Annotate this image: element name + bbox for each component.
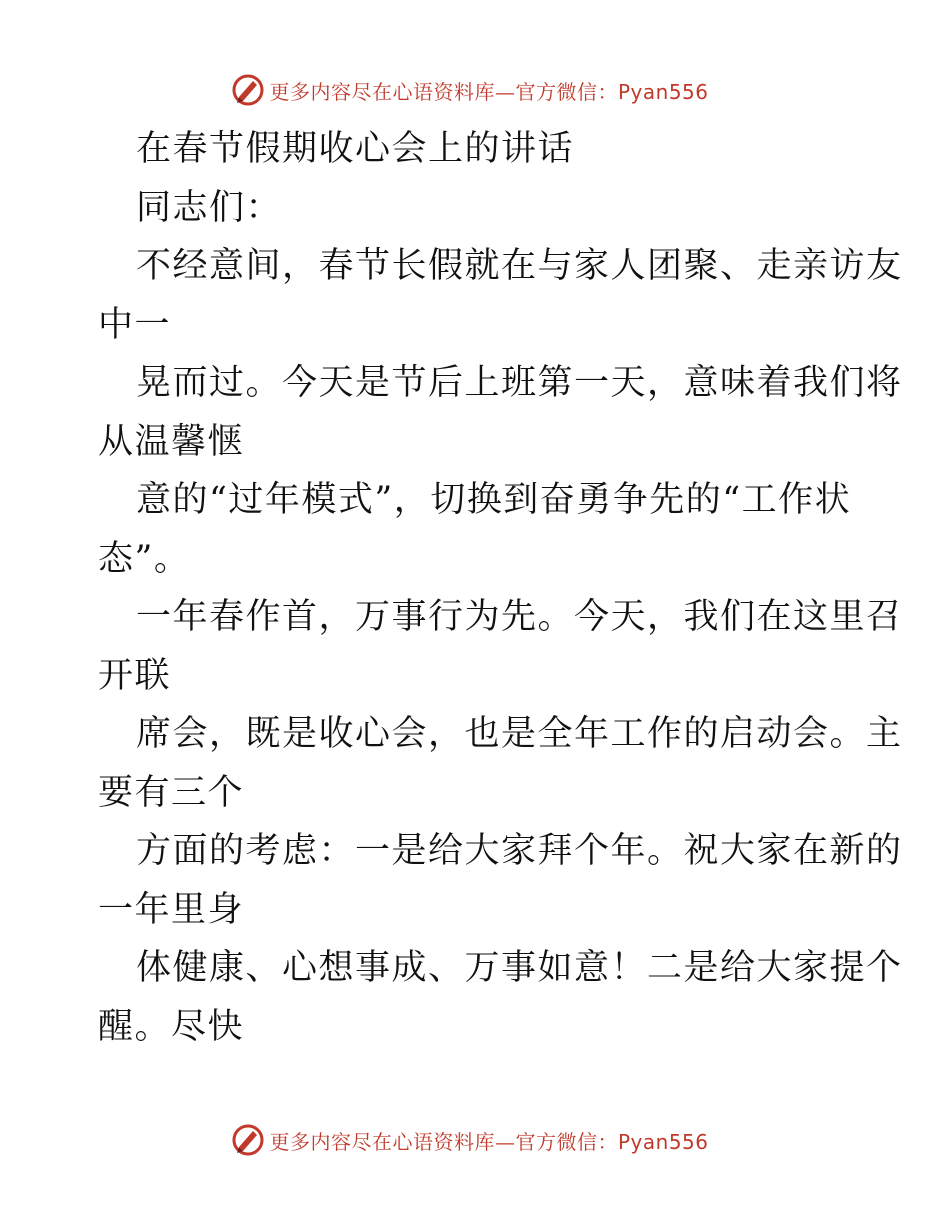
text-line: 意的“过年模式”，切换到奋勇争先的“工作状: [136, 480, 852, 520]
text-line: 体健康、心想事成、万事如意！二是给大家提个: [136, 948, 903, 988]
text-line: 一年春作首，万事行为先。今天，我们在这里召: [136, 597, 903, 637]
text-line: 中一: [98, 304, 172, 345]
text-line: 席会，既是收心会，也是全年工作的启动会。主: [136, 714, 903, 754]
pen-logo-icon: [231, 73, 265, 107]
footer-watermark: [0, 1120, 950, 1160]
text-line: 同志们：: [136, 187, 283, 228]
text-line: 在春节假期收心会上的讲话: [136, 129, 575, 169]
text-line: 开联: [98, 655, 172, 696]
text-line: 一年里身: [98, 889, 245, 930]
text-line: 要有三个: [98, 772, 245, 813]
pen-logo-icon: [231, 1123, 265, 1157]
text-line: 不经意间，春节长假就在与家人团聚、走亲访友: [136, 246, 903, 286]
text-line: 态”。: [98, 538, 191, 579]
text-line: 晃而过。今天是节后上班第一天，意味着我们将: [136, 363, 903, 403]
watermark-text: 更多内容尽在心语资料库—官方微信：Pyan556: [269, 79, 709, 104]
document-body: [98, 120, 903, 1056]
watermark-text: 更多内容尽在心语资料库—官方微信：Pyan556: [269, 1129, 709, 1154]
text-line: 从温馨惬: [98, 421, 245, 462]
header-watermark: [0, 70, 950, 110]
text-line: 醒。尽快: [98, 1006, 245, 1047]
text-line: 方面的考虑：一是给大家拜个年。祝大家在新的: [136, 831, 903, 871]
